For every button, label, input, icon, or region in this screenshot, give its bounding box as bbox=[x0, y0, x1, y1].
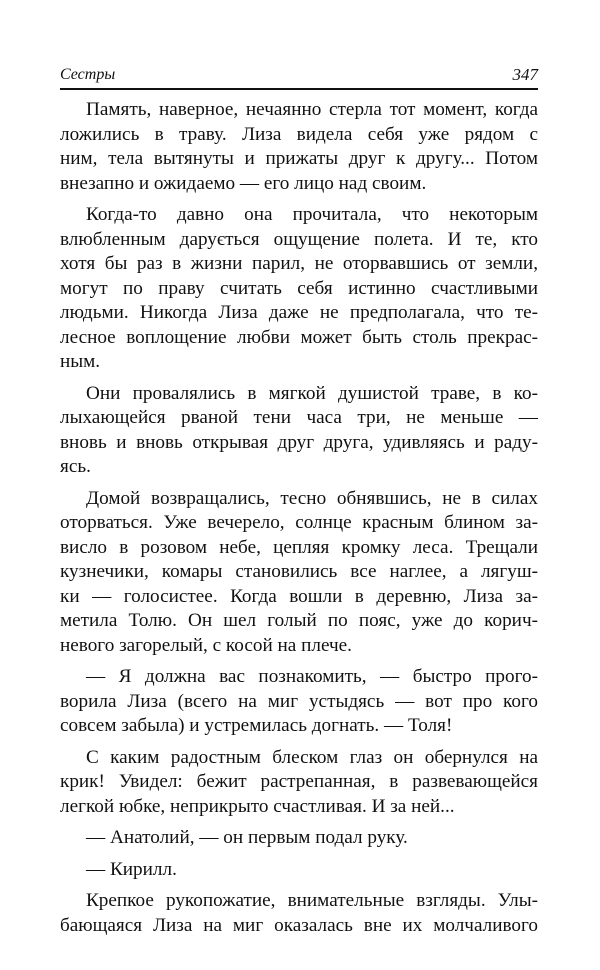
text-line: невого загорелый, с косой на плече. bbox=[60, 634, 352, 656]
text-line: ворила Лиза (всего на миг устыдясь — вот про кого bbox=[60, 690, 538, 712]
text-line: внезапно и ожидаемо — его лицо над своим. bbox=[60, 172, 427, 194]
paragraph bbox=[60, 665, 538, 739]
text-line: лыхающейся рваной тени часа три, не меньше — bbox=[60, 407, 538, 428]
text-line: людьми. Никогда Лиза даже не предполагала, что те- bbox=[60, 302, 538, 323]
page-number: 347 bbox=[512, 65, 538, 84]
text-line: Когда-то давно она прочитала, что некоторым bbox=[86, 204, 538, 225]
text-line: висло в розовом небе, цепляя кромку леса. Трещали bbox=[60, 536, 538, 558]
text-line: ним, тела вытянуты и прижаты друг к другу... Потом bbox=[60, 148, 538, 169]
paragraph bbox=[60, 382, 538, 480]
text-line: Крепкое рукопожатие, внимательные взгляды. Улы- bbox=[86, 890, 538, 911]
text-line: могут по праву считать себя истинно счастливыми bbox=[60, 277, 538, 299]
text-line: — Анатолий, — он первым подал руку. bbox=[86, 827, 408, 848]
text-line: совсем забыла) и устремилась догнать. — Толя! bbox=[60, 715, 453, 736]
text-line: ложились в траву. Лиза видела себя уже рядом с bbox=[60, 123, 538, 145]
running-title: Сестры bbox=[60, 66, 116, 83]
text-line: ки — голосистее. Когда вошли в деревню, Лиза за- bbox=[60, 585, 538, 607]
text-line: бающаяся Лиза на миг оказалась вне их молчаливого bbox=[60, 914, 538, 936]
text-line: влюбленным дарується ощущение полета. И те, кто bbox=[60, 228, 538, 250]
paragraph bbox=[60, 858, 538, 883]
text-line: лесное воплощение любви может быть столь прекрас- bbox=[60, 326, 538, 348]
text-line: Они провалялись в мягкой душистой траве, в ко- bbox=[86, 382, 538, 404]
paragraph bbox=[60, 487, 538, 659]
text-line: кузнечики, комары становились все наглее, а лягуш- bbox=[60, 561, 538, 582]
text-line: — Я должна вас познакомить, — быстро прого- bbox=[86, 666, 538, 687]
body-text bbox=[60, 98, 538, 938]
paragraph bbox=[60, 889, 538, 938]
text-line: оторваться. Уже вечерело, солнце красным блином за- bbox=[60, 512, 538, 533]
text-line: метила Толю. Он шел голый по пояс, уже до корич- bbox=[60, 610, 538, 631]
text-line: легкой юбке, неприкрыто счастливая. И за ней... bbox=[60, 795, 455, 817]
text-line: вновь и вновь открывая друг друга, удивляясь и раду- bbox=[60, 431, 538, 453]
running-header bbox=[60, 64, 538, 90]
text-line: ным. bbox=[60, 351, 101, 372]
paragraph bbox=[60, 746, 538, 820]
text-line: крик! Увидел: бежит растрепанная, в развевающейся bbox=[60, 771, 538, 792]
text-line: С каким радостным блеском глаз он обернулся на bbox=[86, 746, 538, 768]
text-line: Домой возвращались, тесно обнявшись, не в силах bbox=[86, 487, 538, 509]
paragraph bbox=[60, 203, 538, 375]
text-line: ясь. bbox=[60, 456, 91, 477]
text-line: — Кирилл. bbox=[86, 858, 177, 880]
paragraph bbox=[60, 98, 538, 196]
text-line: Память, наверное, нечаянно стерла тот момент, когда bbox=[86, 99, 538, 120]
paragraph bbox=[60, 826, 538, 851]
text-line: хотя бы раз в жизни парил, не оторвавшись от земли, bbox=[60, 253, 538, 274]
